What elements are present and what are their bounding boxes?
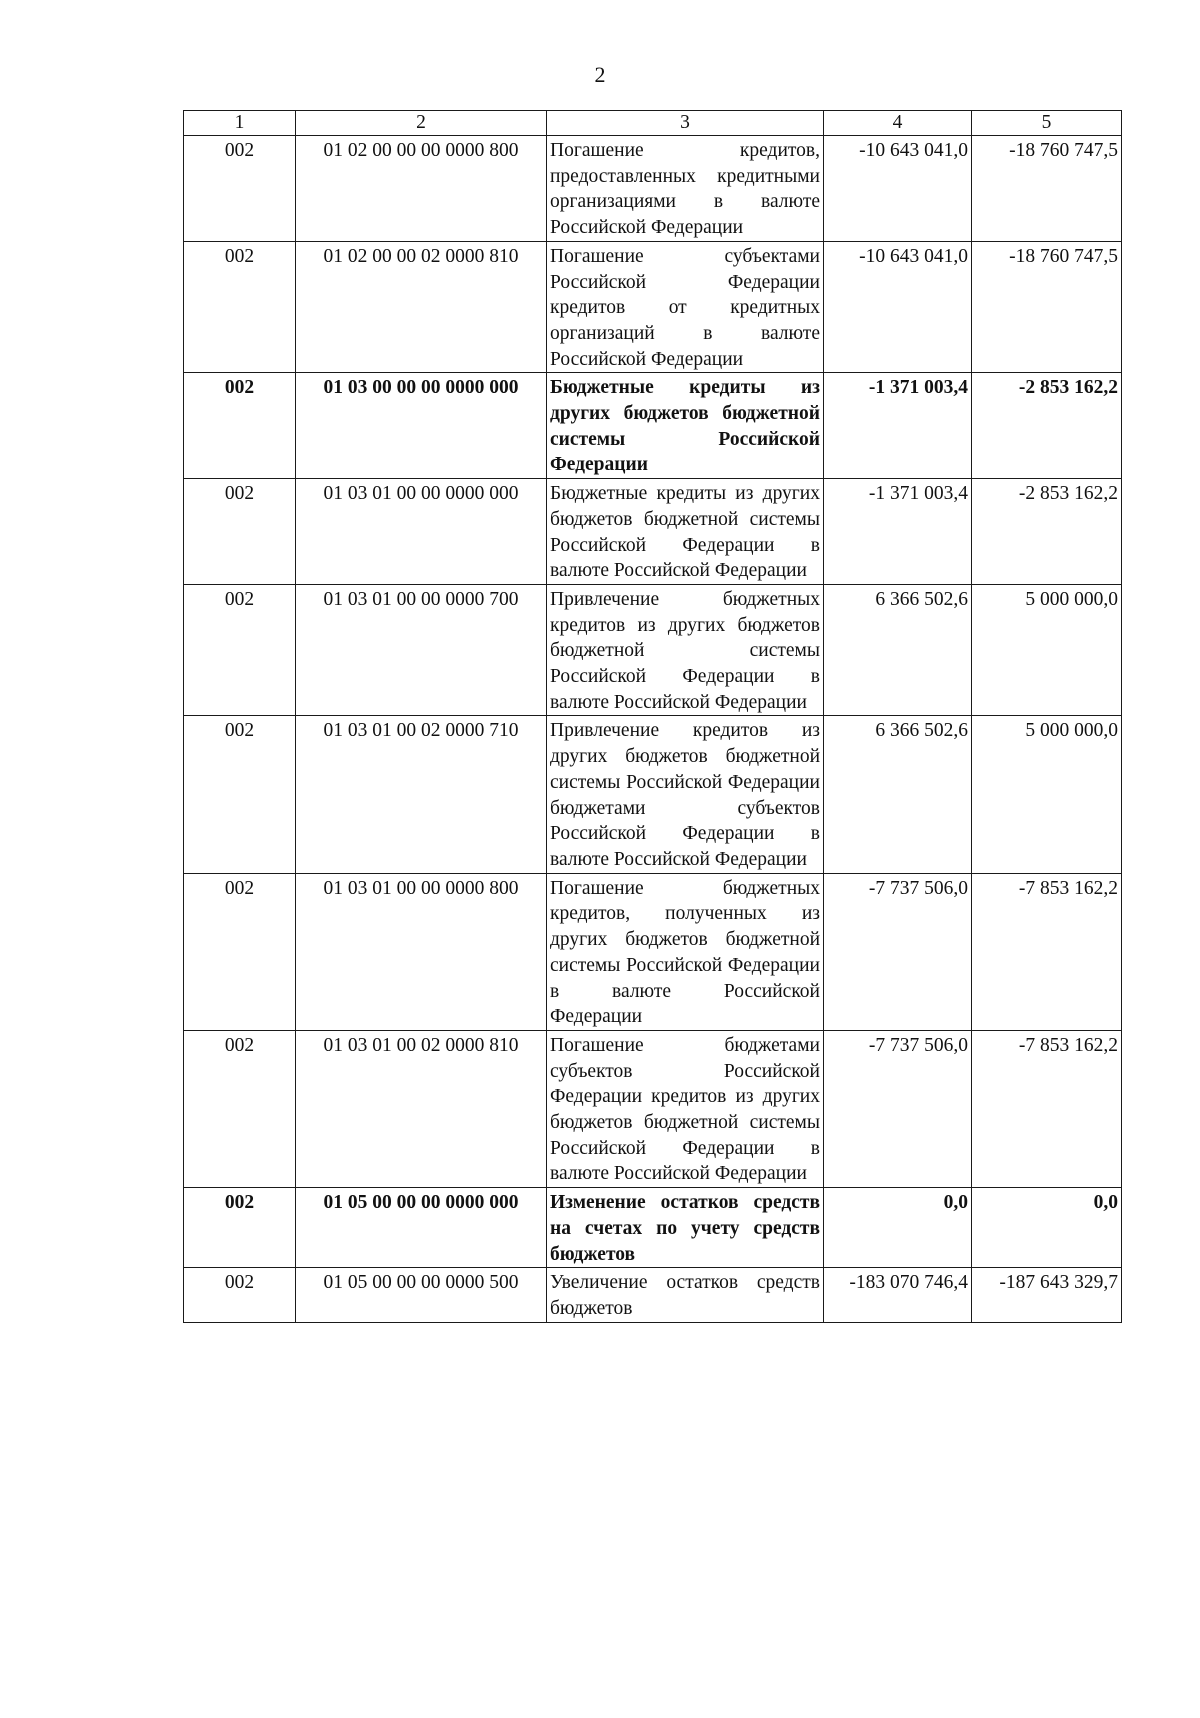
admin-code-cell: 002 <box>184 241 296 373</box>
admin-code-cell: 002 <box>184 373 296 479</box>
amount-year2-cell: -2 853 162,2 <box>972 373 1122 479</box>
amount-year2-cell: -18 760 747,5 <box>972 241 1122 373</box>
budget-classification-code-cell: 01 03 01 00 00 0000 800 <box>296 873 547 1030</box>
admin-code-cell: 002 <box>184 1030 296 1187</box>
description-cell: Привлечение бюджетных кредитов из других бюджетов бюджетной системы Российской Федерации в валюте Российской Федерации <box>547 584 824 716</box>
amount-year1-cell: -10 643 041,0 <box>824 241 972 373</box>
budget-classification-code-cell: 01 03 01 00 02 0000 710 <box>296 716 547 873</box>
description-cell: Погашение кредитов, предоставленных кредитными организациями в валюте Российской Федерации <box>547 136 824 242</box>
admin-code-cell: 002 <box>184 584 296 716</box>
admin-code-cell: 002 <box>184 1188 296 1268</box>
table-header-row <box>184 111 1122 136</box>
column-header: 5 <box>972 111 1122 136</box>
description-cell: Погашение бюджетных кредитов, полученных из других бюджетов бюджетной системы Российской Федерации в валюте Российской Федерации <box>547 873 824 1030</box>
amount-year1-cell: 6 366 502,6 <box>824 716 972 873</box>
budget-classification-code-cell: 01 03 01 00 02 0000 810 <box>296 1030 547 1187</box>
description-cell: Погашение бюджетами субъектов Российской Федерации кредитов из других бюджетов бюджетной системы Российской Федерации в валюте Российской Федерации <box>547 1030 824 1187</box>
table-row <box>184 873 1122 1030</box>
table-row <box>184 1268 1122 1322</box>
budget-classification-code-cell: 01 03 00 00 00 0000 000 <box>296 373 547 479</box>
amount-year1-cell: -7 737 506,0 <box>824 1030 972 1187</box>
table-row <box>184 1030 1122 1187</box>
amount-year2-cell: -7 853 162,2 <box>972 873 1122 1030</box>
amount-year2-cell: -2 853 162,2 <box>972 479 1122 585</box>
budget-classification-code-cell: 01 05 00 00 00 0000 500 <box>296 1268 547 1322</box>
admin-code-cell: 002 <box>184 716 296 873</box>
description-cell: Бюджетные кредиты из других бюджетов бюджетной системы Российской Федерации <box>547 373 824 479</box>
description-cell: Увеличение остатков средств бюджетов <box>547 1268 824 1322</box>
amount-year2-cell: 5 000 000,0 <box>972 584 1122 716</box>
description-cell: Погашение субъектами Российской Федерации кредитов от кредитных организаций в валюте Российской Федерации <box>547 241 824 373</box>
amount-year2-cell: -18 760 747,5 <box>972 136 1122 242</box>
admin-code-cell: 002 <box>184 873 296 1030</box>
page-number: 2 <box>594 62 606 87</box>
budget-classification-code-cell: 01 03 01 00 00 0000 000 <box>296 479 547 585</box>
column-header: 2 <box>296 111 547 136</box>
amount-year2-cell: 0,0 <box>972 1188 1122 1268</box>
column-header: 3 <box>547 111 824 136</box>
budget-classification-code-cell: 01 02 00 00 02 0000 810 <box>296 241 547 373</box>
table-row <box>184 1188 1122 1268</box>
description-cell: Бюджетные кредиты из других бюджетов бюджетной системы Российской Федерации в валюте Российской Федерации <box>547 479 824 585</box>
amount-year1-cell: -1 371 003,4 <box>824 479 972 585</box>
admin-code-cell: 002 <box>184 136 296 242</box>
budget-classification-code-cell: 01 02 00 00 00 0000 800 <box>296 136 547 242</box>
column-header: 1 <box>184 111 296 136</box>
amount-year1-cell: -183 070 746,4 <box>824 1268 972 1322</box>
table-row <box>184 241 1122 373</box>
admin-code-cell: 002 <box>184 1268 296 1322</box>
amount-year1-cell: -1 371 003,4 <box>824 373 972 479</box>
amount-year2-cell: -7 853 162,2 <box>972 1030 1122 1187</box>
description-cell: Привлечение кредитов из других бюджетов бюджетной системы Российской Федерации бюджетами субъектов Российской Федерации в валюте Российской Федерации <box>547 716 824 873</box>
description-cell: Изменение остатков средств на счетах по учету средств бюджетов <box>547 1188 824 1268</box>
budget-classification-code-cell: 01 03 01 00 00 0000 700 <box>296 584 547 716</box>
amount-year1-cell: -10 643 041,0 <box>824 136 972 242</box>
table-row <box>184 136 1122 242</box>
amount-year2-cell: -187 643 329,7 <box>972 1268 1122 1322</box>
sources-financing-table <box>183 110 1122 1323</box>
amount-year1-cell: 6 366 502,6 <box>824 584 972 716</box>
budget-classification-code-cell: 01 05 00 00 00 0000 000 <box>296 1188 547 1268</box>
amount-year1-cell: 0,0 <box>824 1188 972 1268</box>
table-row <box>184 373 1122 479</box>
table-row <box>184 479 1122 585</box>
amount-year2-cell: 5 000 000,0 <box>972 716 1122 873</box>
table-row <box>184 584 1122 716</box>
amount-year1-cell: -7 737 506,0 <box>824 873 972 1030</box>
admin-code-cell: 002 <box>184 479 296 585</box>
table-row <box>184 716 1122 873</box>
column-header: 4 <box>824 111 972 136</box>
